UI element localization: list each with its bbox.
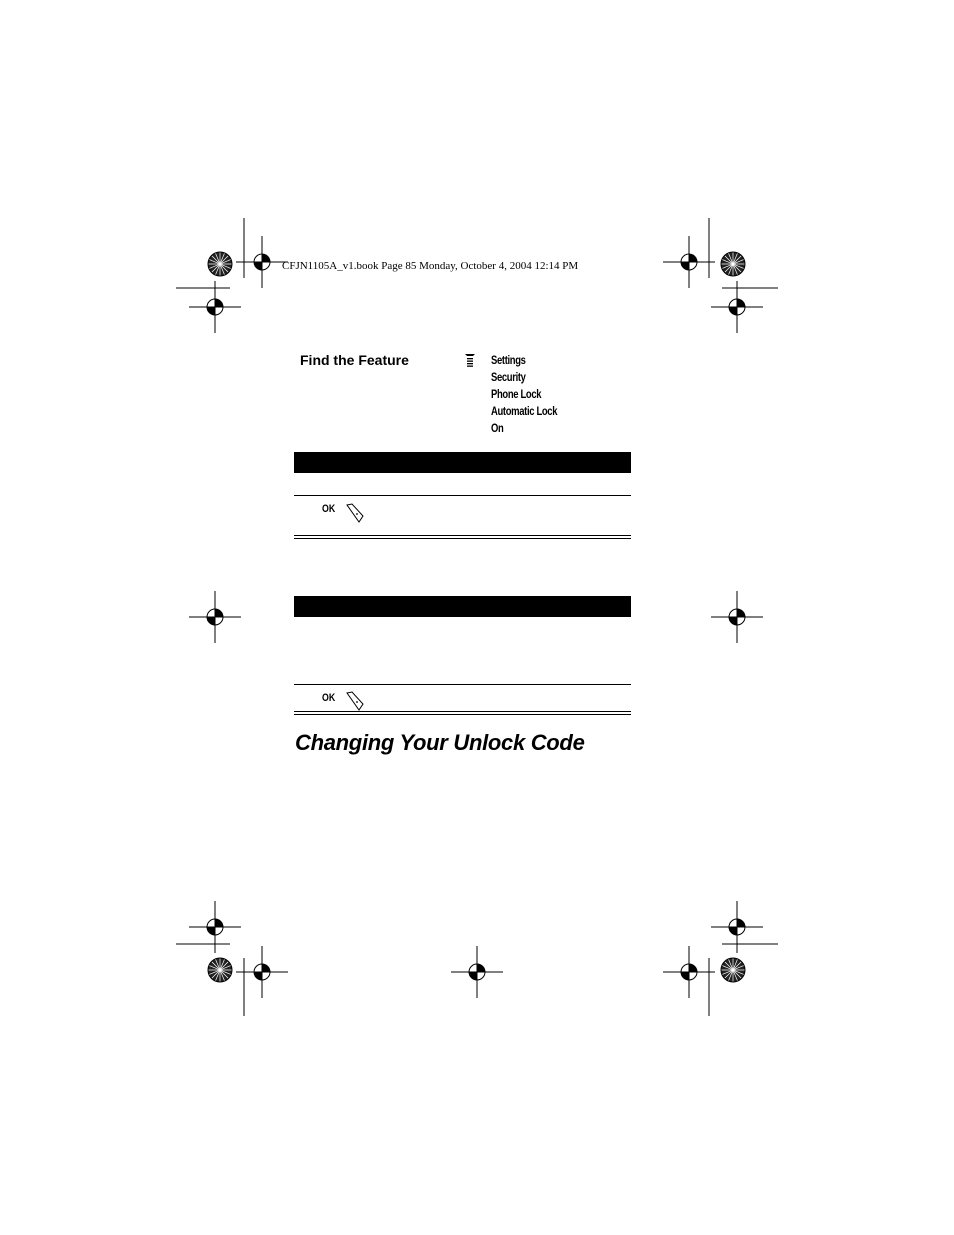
table-end-rule (294, 535, 631, 539)
menu-path-automatic-lock: Automatic Lock (491, 406, 558, 418)
right-soft-key-icon (344, 690, 366, 712)
instruction-table-1 (294, 452, 631, 542)
table-header-bar (294, 452, 631, 473)
menu-path-settings: Settings (491, 355, 526, 367)
menu-key-icon (465, 354, 475, 367)
section-heading: Changing Your Unlock Code (295, 730, 585, 755)
ok-key-label: OK (322, 692, 336, 704)
menu-path-security: Security (491, 372, 526, 384)
find-the-feature-label: Find the Feature (300, 352, 409, 368)
row-divider (294, 684, 631, 685)
print-slug-line: CFJN1105A_v1.book Page 85 Monday, October 4, 2004 12:14 PM (282, 260, 579, 272)
row-divider (294, 495, 631, 496)
ok-key-label: OK (322, 503, 336, 515)
table-end-rule (294, 711, 631, 715)
instruction-table-2 (294, 596, 631, 718)
right-soft-key-icon (344, 502, 366, 524)
menu-path-phone-lock: Phone Lock (491, 389, 542, 401)
menu-path-list (491, 353, 572, 438)
menu-path-on: On (491, 423, 504, 435)
table-header-bar (294, 596, 631, 617)
